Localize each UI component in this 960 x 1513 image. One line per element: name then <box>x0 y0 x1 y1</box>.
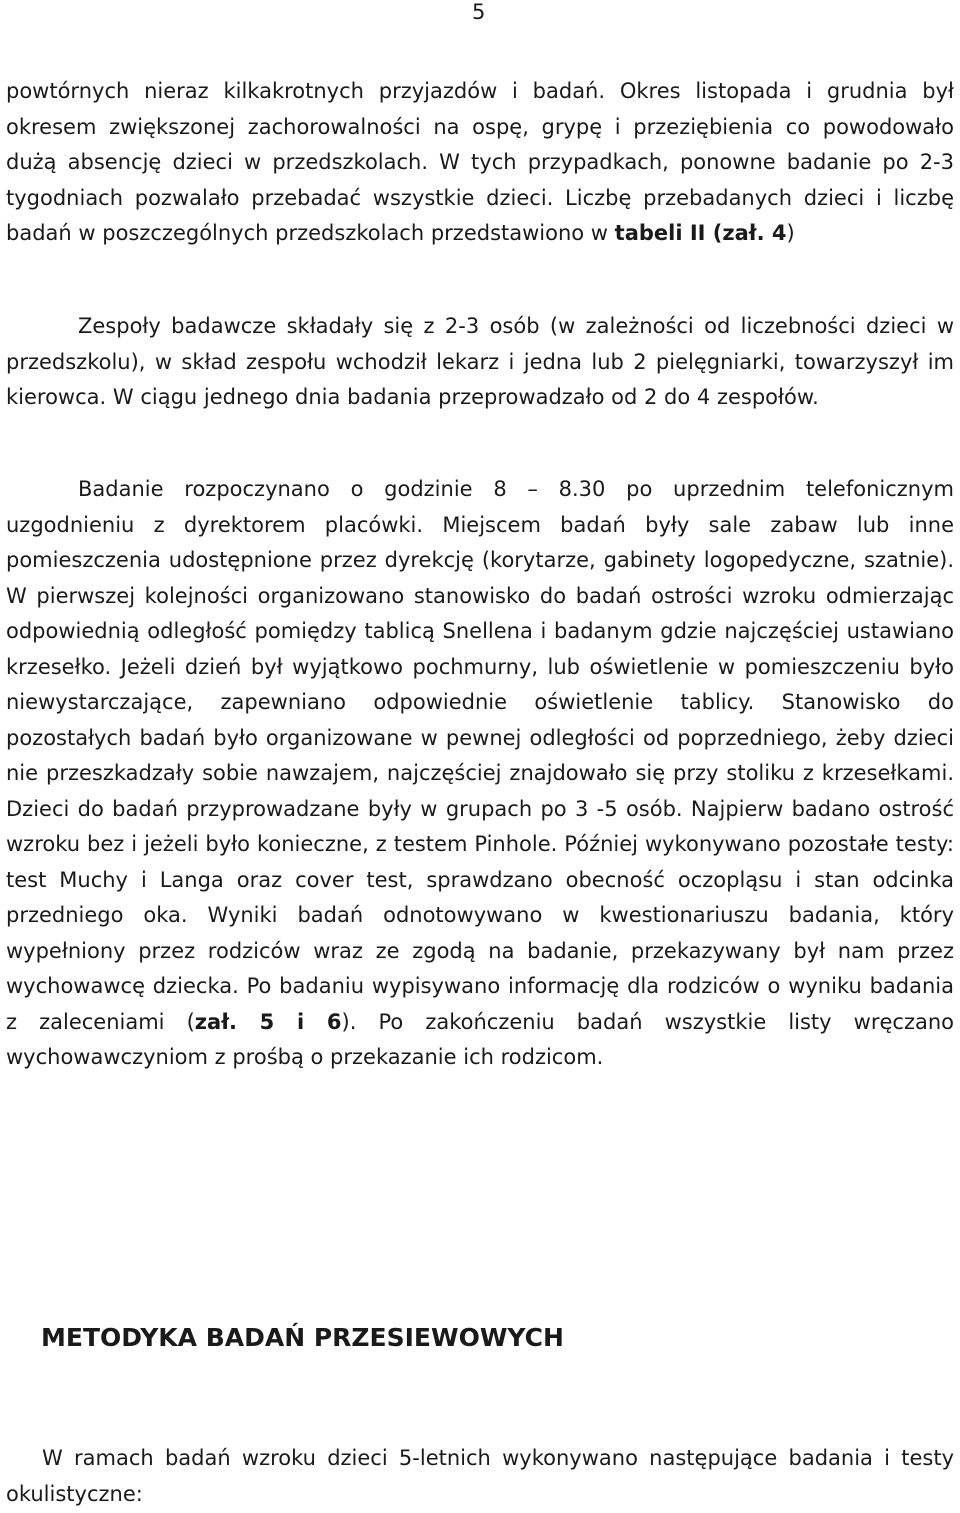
paragraph-teams: Zespoły badawcze składały się z 2-3 osób (w zależności od liczebności dzieci w przedszkolu), w skład zespołu wchodził lekarz i jedna lub 2 pielęgniarki, towarzyszył im kierowca. W ciągu jednego dnia badania przeprowadzało od 2 do 4 zespołów. <box>6 314 954 409</box>
page-number: 5 <box>472 0 486 24</box>
paragraph-absence-text: powtórnych nieraz kilkakrotnych przyjazdów i badań. Okres listopada i grudnia był okresem zwiększonej zachorowalności na ospę, grypę i przeziębienia co powodowało dużą absencję dzieci w przedszkolach. W tych przypadkach, ponowne badanie po 2-3 tygodniach pozwalało przebadać wszystkie dzieci. Liczbę przebadanych dzieci i liczbę badań w poszczególnych przedszkolach przedstawiono w <box>6 79 954 245</box>
attachment-reference: zał. 5 i 6 <box>194 1009 342 1034</box>
paragraph-procedure-text: Badanie rozpoczynano o godzinie 8 – 8.30 po uprzednim telefonicznym uzgodnieniu z dyrektorem placówki. Miejscem badań były sale zabaw lub inne pomieszczenia udostępnione przez dyrekcję (korytarze, gabinety logopedyczne, szatnie). W pierwszej kolejności organizowano stanowisko do badań ostrości wzroku odmierzając odpowiednią odległość pomiędzy tablicą Snellena i badanym gdzie najczęściej ustawiano krzesełko. Jeżeli dzień był wyjątkowo pochmurny, lub oświetlenie w pomieszczeniu było niewystarczające, zapewniano odpowiednie oświetlenie tablicy. Stanowisko do pozostałych badań było organizowane w pewnej odległości od poprzedniego, żeby dzieci nie przeszkadzały sobie nawzajem, najczęściej znajdowało się przy stoliku z krzesełkami. Dzieci do badań przyprowadzane były w grupach po 3 -5 osób. Najpierw badano ostrość wzroku bez i jeżeli było konieczne, z testem Pinhole. Później wykonywano pozostałe testy: test Muchy i Langa oraz cover test, sprawdzano obecność oczopląsu i stan odcinka przedniego oka. Wyniki badań odnotowywano w kwestionariuszu badania, który wypełniony przez rodziców wraz ze zgodą na badanie, przekazywany był nam przez wychowawcę dziecka. Po badaniu wypisywano informację dla rodziców o wyniku badania z zaleceniami ( <box>6 477 954 1034</box>
paragraph-procedure <box>6 472 954 1076</box>
table-reference: tabeli II (zał. 4 <box>614 221 787 245</box>
paragraph-procedure-tail: ). Po zakończeniu badań wszystkie listy wręczano wychowawczyniom z prośbą o przekazanie ich rodzicom. <box>6 1009 954 1069</box>
section-heading: METODYKA BADAŃ PRZESIEWOWYCH <box>41 1323 564 1352</box>
paragraph-tests-intro: W ramach badań wzroku dzieci 5-letnich wykonywano następujące badania i testy okulistyczne: <box>6 1446 954 1506</box>
paragraph-absence <box>6 74 954 252</box>
paragraph-absence-tail: ) <box>786 221 795 245</box>
